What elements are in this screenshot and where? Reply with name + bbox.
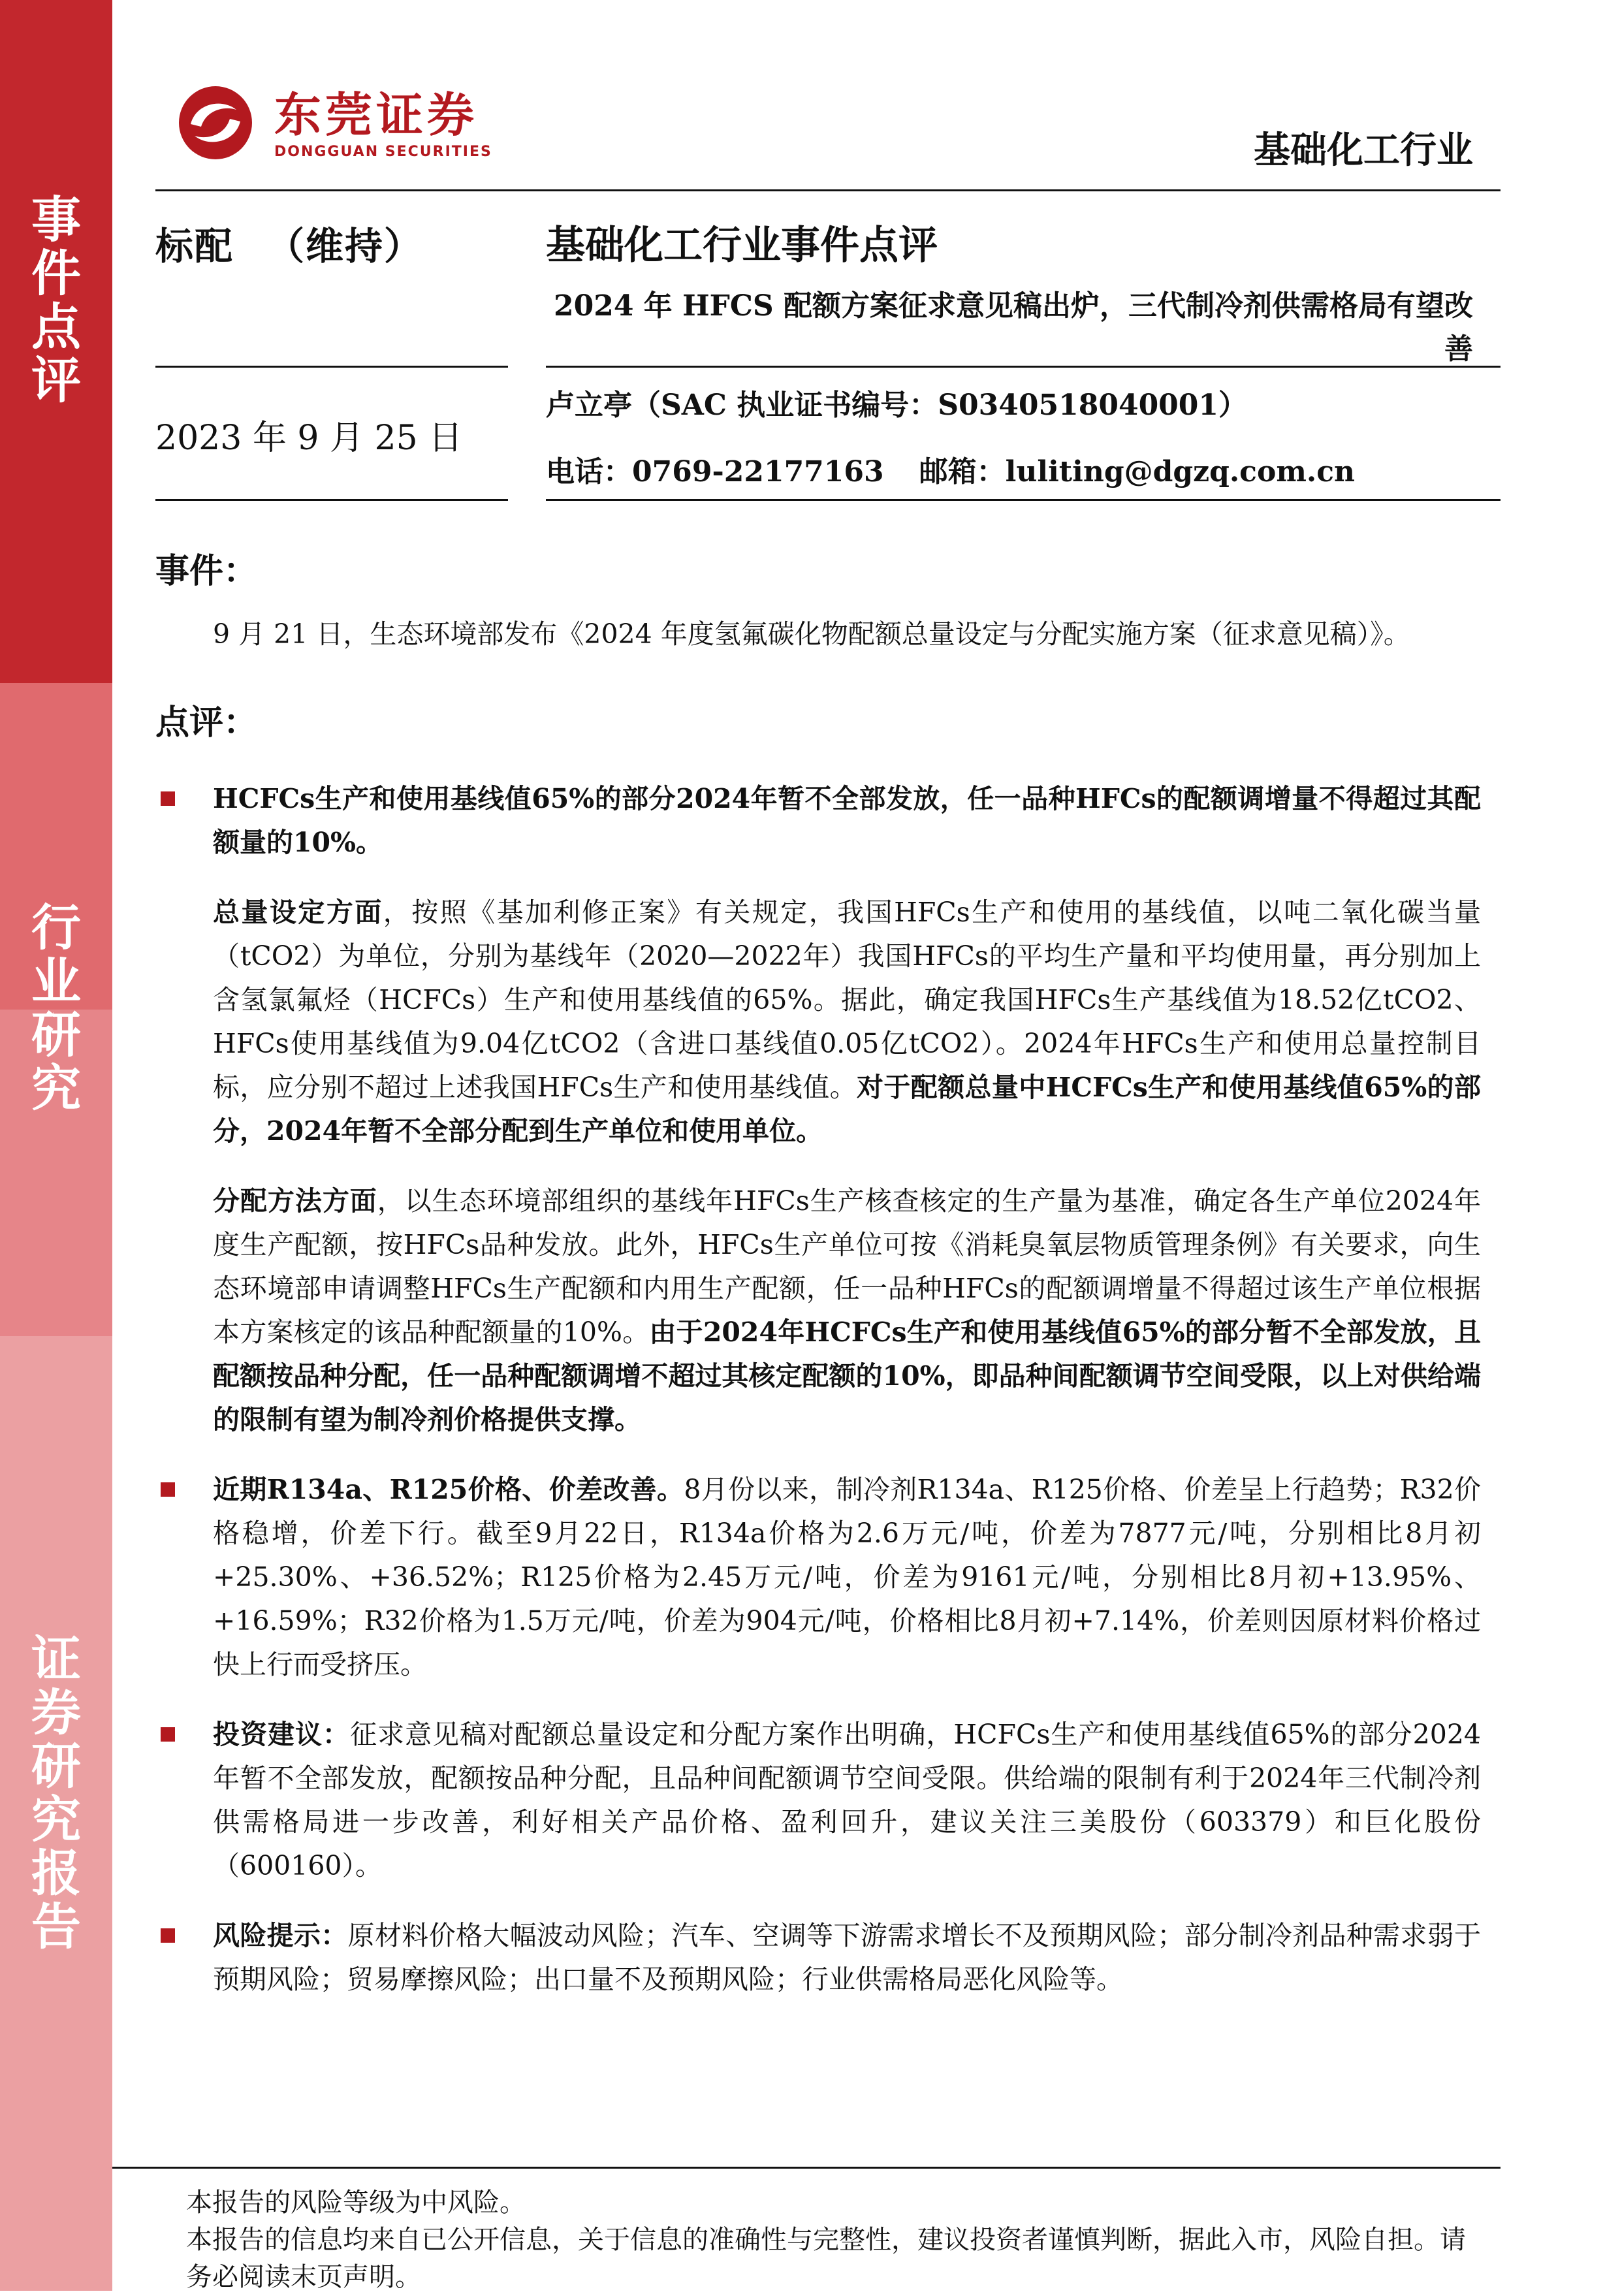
side-band — [0, 0, 112, 2291]
side-label-char: 评 — [31, 351, 81, 409]
paragraph-allocation — [155, 1179, 1481, 1442]
side-label-char: 业 — [31, 952, 81, 1010]
side-label-industry-research — [0, 901, 112, 1115]
paragraph-total-quota — [155, 891, 1481, 1153]
side-label-char: 券 — [31, 1683, 81, 1742]
bullet-text: 征求意见稿对配额总量设定和分配方案作出明确，HCFCs生产和使用基线值65%的部分2024年暂不全部发放，配额按品种分配，且品种间配额调节空间受限。供给端的限制有利于2024年三代制冷剂供需格局进一步改善，利好相关产品价格、盈利回升，建议关注三美股份（603379）和巨化股份（600160）。 — [213, 1719, 1482, 1881]
bullet-square-icon — [161, 1482, 175, 1497]
paragraph-text: ，以生态环境部组织的基线年HFCs生产核查核定的生产量为基准，确定各生产单位2024年度生产配额，按HFCs品种发放。此外，HFCs生产单位可按《消耗臭氧层物质管理条例》有关要求，向生态环境部申请调整HFCs生产配额和内用生产配额，任一品种HFCs的配额调增量不得超过该生产单位根据本方案核定的该品种配额量的10%。 — [213, 1185, 1482, 1348]
paragraph-bold: 由于2024年HCFCs生产和使用基线值65%的部分暂不全部发放，且配额按品种分配，任一品种配额调增不超过其核定配额的10%，即品种间配额调节空间受限，以上对供给端的限制有望为制冷剂价格提供支撑。 — [213, 1316, 1481, 1435]
paragraph-bold: 对于配额总量中HCFCs生产和使用基线值65%的部分，2024年暂不全部分配到生产单位和使用单位。 — [213, 1072, 1481, 1147]
side-label-char: 告 — [31, 1898, 81, 1956]
bullet-lead: 投资建议： — [213, 1719, 351, 1750]
report-subtitle: 2024 年 HFCS 配额方案征求意见稿出炉，三代制冷剂供需格局有望改善 — [553, 289, 1473, 366]
paragraph-text: ，按照《基加利修正案》有关规定，我国HFCs生产和使用的基线值，以吨二氧化碳当量（tCO2）为单位，分别为基线年（2020—2022年）我国HFCs的平均生产量和平均使用量，再分别加上含氢氯氟烃（HCFCs）生产和使用基线值的65%。据此，确定我国HFCs生产基线值为18.52亿tCO2、HFCs使用基线值为9.04亿tCO2（含进口基线值0.05亿tCO2）。2024年HFCs生产和使用总量控制目标，应分别不超过上述我国HFCs生产和使用基线值。 — [213, 897, 1481, 1103]
side-label-char: 研 — [31, 1006, 81, 1064]
rating — [155, 215, 423, 270]
side-label-char: 证 — [31, 1630, 81, 1688]
bullet-square-icon — [161, 791, 175, 806]
title-divider-right — [546, 366, 1501, 368]
company-logo — [176, 77, 516, 168]
bullet-investment-advice — [155, 1713, 1481, 1888]
meta-divider-left — [155, 499, 508, 501]
bullet-quota-point — [155, 777, 1481, 865]
footer-statement: 本报告的信息均来自已公开信息，关于信息的准确性与完整性，建议投资者谨慎判断，据此入市，风险自担。请务必阅读末页声明。 — [186, 2225, 1466, 2292]
bullet-lead: 风险提示： — [213, 1920, 348, 1951]
paragraph-lead: 总量设定方面 — [213, 897, 383, 928]
bullet-square-icon — [161, 1727, 175, 1742]
event-heading: 事件： — [155, 552, 258, 591]
logo-english-name: DONGGUAN SECURITIES — [274, 144, 492, 160]
meta-divider-right — [546, 499, 1501, 501]
side-label-event-comment — [0, 193, 112, 407]
contact-info — [546, 448, 1355, 490]
footer-risk-level: 本报告的风险等级为中风险。 — [186, 2188, 526, 2218]
side-label-char: 行 — [31, 899, 81, 957]
side-label-char: 点 — [31, 298, 81, 356]
phone: 电话：0769-22177163 — [546, 455, 884, 488]
side-label-char: 究 — [31, 1791, 81, 1849]
side-label-char: 究 — [31, 1059, 81, 1117]
bullet-lead: 近期R134a、R125价格、价差改善。 — [213, 1474, 684, 1505]
bullet-square-icon — [161, 1928, 175, 1943]
logo-chinese-name: 东莞证券 — [274, 87, 479, 142]
bullet-risk-warning — [155, 1914, 1481, 2001]
report-title: 基础化工行业事件点评 — [546, 223, 938, 268]
footer-disclaimer — [186, 2184, 1479, 2296]
header-divider — [155, 189, 1501, 191]
rating-value: 标配 — [155, 224, 234, 268]
analyst-info: 卢立亭（SAC 执业证书编号：S0340518040001） — [546, 389, 1248, 422]
bullet-text: 原材料价格大幅波动风险；汽车、空调等下游需求增长不及预期风险；部分制冷剂品种需求弱于预期风险；贸易摩擦风险；出口量不及预期风险；行业供需格局恶化风险等。 — [213, 1920, 1482, 1995]
footer-divider — [112, 2167, 1501, 2169]
bullet-title: HCFCs生产和使用基线值65%的部分2024年暂不全部发放，任一品种HFCs的配额调增量不得超过其配额量的10%。 — [213, 783, 1481, 858]
event-text: 9 月 21 日，生态环境部发布《2024 年度氢氟碳化物配额总量设定与分配实施方案（征求意见稿）》。 — [213, 618, 1410, 650]
side-label-char: 研 — [31, 1737, 81, 1795]
side-label-char: 报 — [31, 1844, 81, 1902]
bullet-price-spread — [155, 1468, 1481, 1687]
side-label-char: 事 — [31, 191, 81, 249]
side-label-securities-report — [0, 1630, 112, 1956]
email[interactable]: 邮箱：luliting@dgzq.com.cn — [919, 455, 1355, 488]
comment-heading: 点评： — [155, 703, 258, 742]
comment-body — [155, 777, 1481, 2028]
bullet-text: 8月份以来，制冷剂R134a、R125价格、价差呈上行趋势；R32价格稳增，价差下行。截至9月22日，R134a价格为2.6万元/吨，价差为7877元/吨，分别相比8月初+25.30%、+36.52%；R125价格为2.45万元/吨，价差为9161元/吨，分别相比8月初+13.95%、+16.59%；R32价格为1.5万元/吨，价差为904元/吨，价格相比8月初+7.14%，价差则因原材料价格过快上行而受挤压。 — [213, 1474, 1481, 1680]
logo-mark-icon — [176, 84, 255, 162]
side-label-char: 件 — [31, 244, 81, 302]
title-divider-left — [155, 366, 508, 368]
rating-status: （维持） — [266, 224, 424, 268]
paragraph-lead: 分配方法方面 — [213, 1185, 377, 1217]
industry-name: 基础化工行业 — [1254, 129, 1473, 172]
report-date: 2023 年 9 月 25 日 — [155, 419, 463, 458]
